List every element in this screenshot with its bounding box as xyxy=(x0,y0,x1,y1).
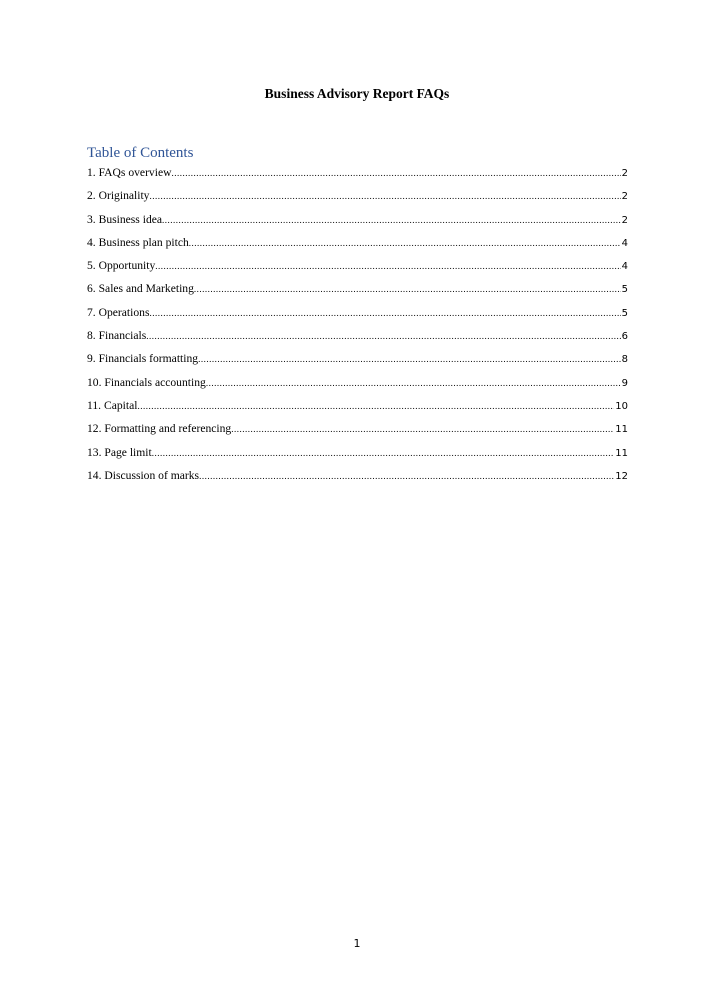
toc-entry-label: 11. Capital xyxy=(87,398,138,412)
toc-entry-label: 8. Financials xyxy=(87,329,147,343)
toc-entry-label: 7. Operations xyxy=(87,305,150,319)
toc-dot-leader xyxy=(152,445,615,462)
toc-entry-page: 4 xyxy=(621,261,628,273)
toc-dot-leader xyxy=(198,351,621,368)
toc-entry[interactable] xyxy=(87,467,628,490)
toc-entry-label: 2. Originality xyxy=(87,189,150,203)
toc-entry-label: 10. Financials accounting xyxy=(87,375,206,389)
toc-dot-leader xyxy=(149,305,620,322)
toc-entry-label: 4. Business plan pitch xyxy=(87,235,189,249)
toc-entry[interactable] xyxy=(87,420,628,443)
toc-entry-page: 9 xyxy=(621,377,628,389)
toc-entry[interactable] xyxy=(87,280,628,303)
toc-entry-label: 5. Opportunity xyxy=(87,259,156,273)
toc-entry-page: 2 xyxy=(621,214,628,226)
toc-entry[interactable] xyxy=(87,164,628,187)
toc-dot-leader xyxy=(194,281,621,298)
toc-entry-page: 5 xyxy=(621,284,628,296)
toc-dot-leader xyxy=(206,375,621,392)
toc-dot-leader xyxy=(231,421,614,438)
toc-entry-label: 13. Page limit xyxy=(87,445,152,459)
document-title: Business Advisory Report FAQs xyxy=(264,86,450,101)
toc-entry[interactable] xyxy=(87,234,628,257)
toc-entry-label: 3. Business idea xyxy=(87,212,163,226)
toc-dot-leader xyxy=(189,235,621,252)
toc-entry-page: 2 xyxy=(621,168,628,179)
page-number: 1 xyxy=(353,937,361,950)
toc-entry[interactable] xyxy=(87,187,628,210)
toc-entry-label: 9. Financials formatting xyxy=(87,352,199,366)
toc-dot-leader xyxy=(162,212,621,229)
toc-entry[interactable] xyxy=(87,350,628,373)
toc-entry-page: 4 xyxy=(621,237,628,249)
toc-entry[interactable] xyxy=(87,257,628,280)
toc-entry-label: 14. Discussion of marks xyxy=(87,468,200,482)
toc-entry-page: 5 xyxy=(621,307,628,319)
toc-entry[interactable] xyxy=(87,397,628,420)
toc-heading: Table of Contents xyxy=(87,145,194,161)
toc-dot-leader xyxy=(199,468,614,485)
toc-entry[interactable] xyxy=(87,374,628,397)
toc-entry-page: 10 xyxy=(615,400,628,412)
toc-entry-page: 2 xyxy=(621,191,628,203)
toc-entry-label: 6. Sales and Marketing xyxy=(87,282,194,296)
toc-entry[interactable] xyxy=(87,327,628,350)
toc-entry-page: 8 xyxy=(621,354,628,366)
toc-dot-leader xyxy=(146,328,620,345)
toc-dot-leader xyxy=(149,188,620,205)
toc-entry-page: 6 xyxy=(621,331,628,343)
toc-dot-leader xyxy=(171,165,620,182)
toc-entry[interactable] xyxy=(87,444,628,467)
toc-entry-page: 11 xyxy=(615,447,628,459)
toc-entry-label: 1. FAQs overview xyxy=(87,166,172,179)
toc-entry[interactable] xyxy=(87,304,628,327)
toc-entry-page: 11 xyxy=(615,424,628,436)
toc-dot-leader xyxy=(155,258,620,275)
toc-entry-label: 12. Formatting and referencing xyxy=(87,422,232,436)
table-of-contents xyxy=(87,164,628,490)
toc-entry[interactable] xyxy=(87,211,628,234)
toc-dot-leader xyxy=(137,398,614,415)
toc-entry-page: 12 xyxy=(615,470,628,482)
